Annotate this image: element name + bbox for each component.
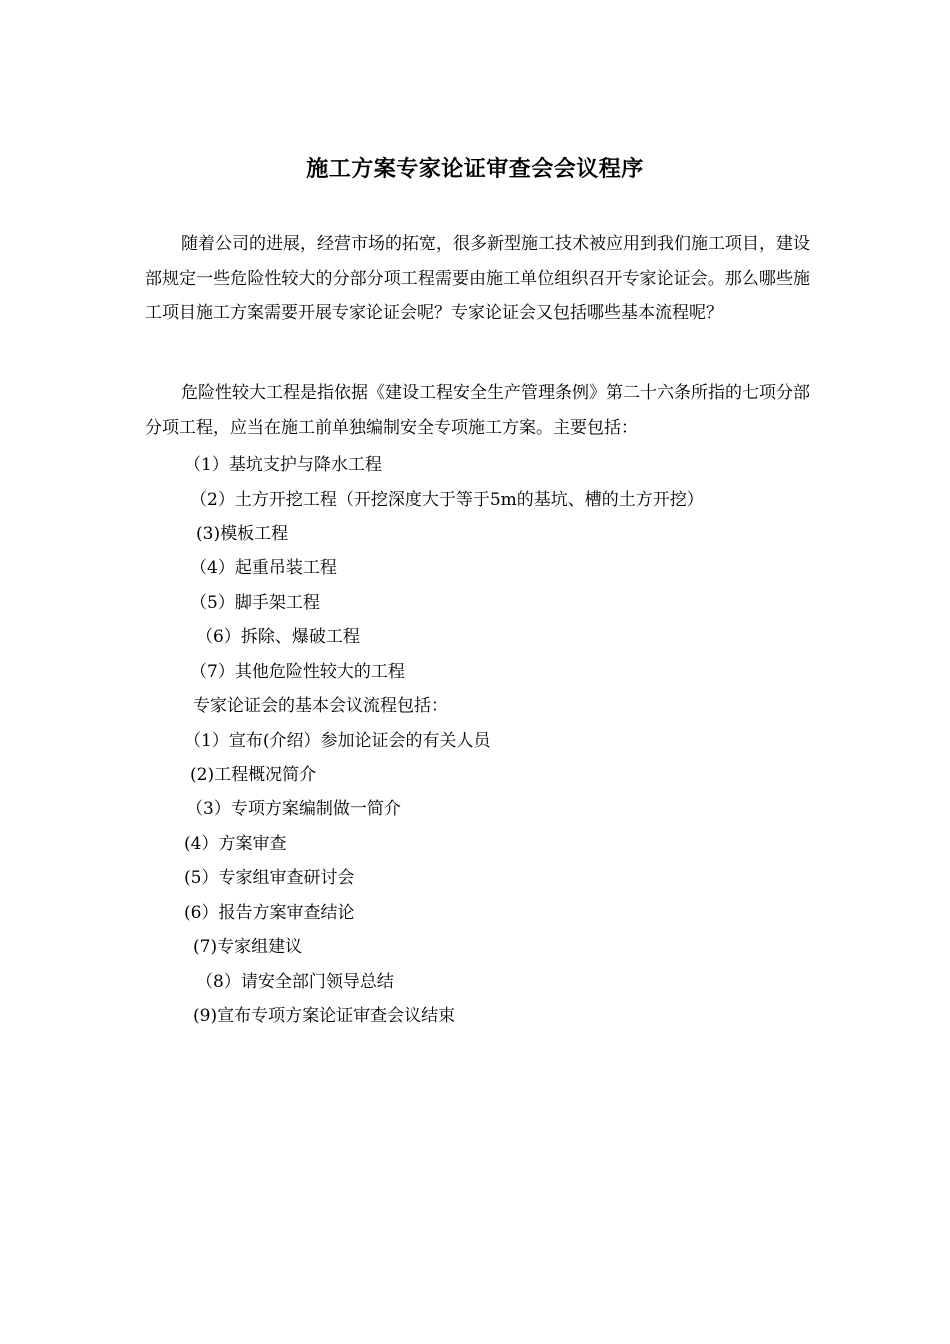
process-item-8: （8）请安全部门领导总结 (196, 972, 394, 992)
process-item-2: (2)工程概况简介 (190, 765, 317, 785)
process-item-1: （1）宣布(介绍）参加论证会的有关人员 (184, 731, 491, 751)
process-item-9: (9)宣布专项方案论证审查会议结束 (193, 1006, 456, 1026)
process-heading: 专家论证会的基本会议流程包括： (193, 696, 448, 716)
intro-paragraph: 随着公司的进展，经营市场的拓宽，很多新型施工技术被应用到我们施工项目，建设部规定一些危险性较大的分部分项工程需要由施工单位组织召开专家论证会。那么哪些施工项目施工方案需要开展专家论证会呢？专家论证会又包括哪些基本流程呢？ (145, 234, 810, 323)
project-item-3: (3)模板工程 (196, 524, 289, 544)
project-item-6: （6）拆除、爆破工程 (196, 627, 360, 647)
process-item-6: (6）报告方案审查结论 (184, 903, 355, 923)
process-item-4: (4）方案审查 (184, 834, 287, 854)
project-item-2: （2）土方开挖工程（开挖深度大于等于5m的基坑、槽的土方开挖） (190, 490, 704, 510)
project-item-1: （1）基坑支护与降水工程 (184, 455, 382, 475)
definition-paragraph: 危险性较大工程是指依据《建设工程安全生产管理条例》第二十六条所指的七项分部分项工程，应当在施工前单独编制安全专项施工方案。主要包括： (145, 383, 810, 438)
project-item-5: （5）脚手架工程 (190, 593, 320, 613)
document-title: 施工方案专家论证审查会会议程序 (306, 157, 644, 182)
process-item-3: （3）专项方案编制做一简介 (186, 799, 401, 819)
process-item-7: (7)专家组建议 (193, 937, 303, 957)
process-item-5: (5）专家组审查研讨会 (184, 868, 355, 888)
project-item-7: （7）其他危险性较大的工程 (190, 662, 405, 682)
project-item-4: （4）起重吊装工程 (190, 558, 337, 578)
